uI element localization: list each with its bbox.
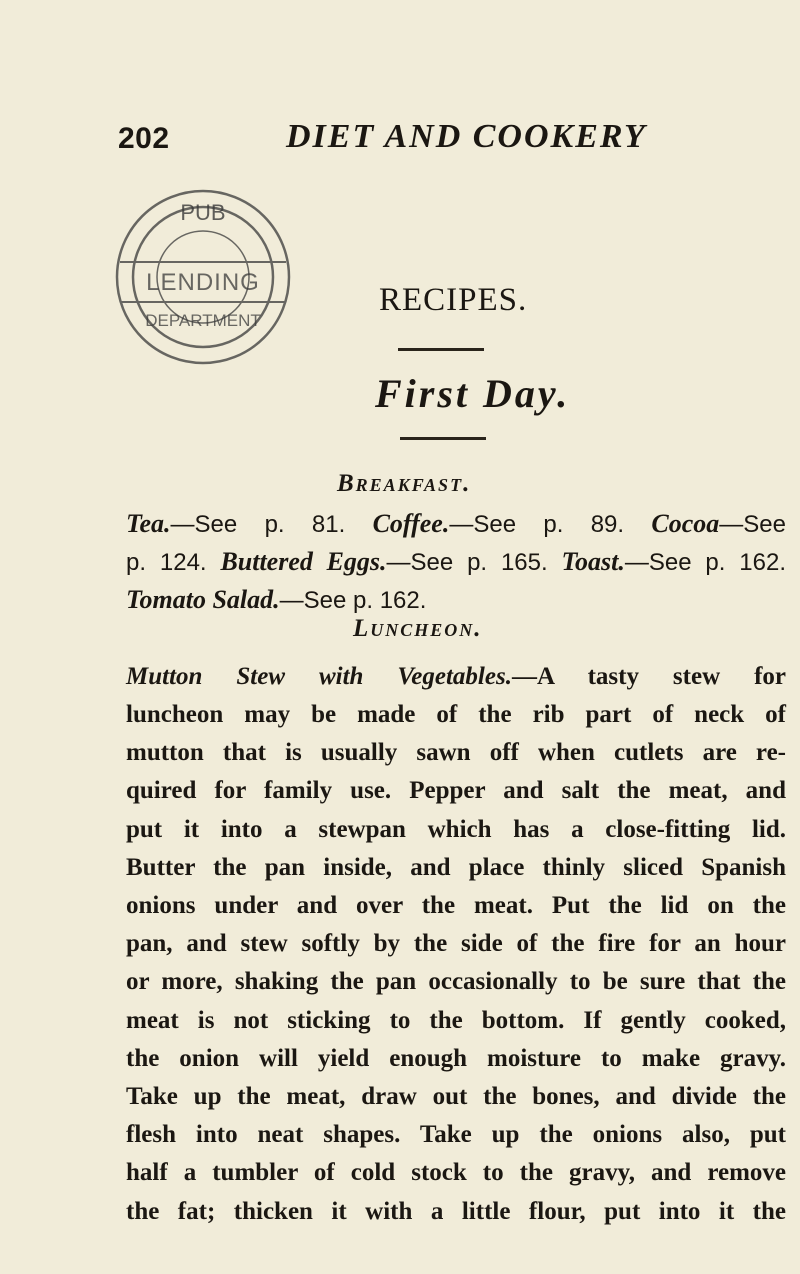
recipe-line: pan, and stew softly by the side of the fire for an hour — [126, 930, 786, 957]
breakfast-line — [126, 509, 786, 540]
stamp-middle-text: LENDING — [146, 269, 260, 296]
recipe-line: luncheon may be made of the rib part of neck of — [126, 701, 786, 728]
dish-name: Cocoa — [651, 509, 720, 538]
dish-name: Buttered Eggs. — [220, 547, 387, 576]
recipe-line: Butter the pan inside, and place thinly sliced Spanish — [126, 854, 786, 881]
recipe-line: meat is not sticking to the bottom. If gently cooked, — [126, 1007, 786, 1034]
recipe-line: put it into a stewpan which has a close-fitting lid. — [126, 816, 786, 843]
page-reference: p. 124. — [126, 549, 221, 576]
dish-name: Tea. — [126, 509, 171, 538]
recipe-first-line-text: —A tasty stew for — [511, 663, 786, 690]
section-title: RECIPES. — [379, 282, 528, 318]
recipe-line: half a tumbler of cold stock to the gravy, and remove — [126, 1159, 786, 1186]
recipe-line: onions under and over the meat. Put the lid on the — [126, 892, 786, 919]
recipe-line: mutton that is usually sawn off when cutlets are re- — [126, 739, 786, 766]
recipe-line: the fat; thicken it with a little flour, put into it the — [126, 1198, 786, 1225]
title-rule-lower — [400, 437, 486, 440]
page-reference: —See p. 162. — [624, 549, 786, 576]
breakfast-line — [126, 585, 786, 616]
recipe-line: flesh into neat shapes. Take up the onions also, put — [126, 1121, 786, 1148]
dish-name: Toast. — [561, 547, 625, 576]
recipe-line: the onion will yield enough moisture to make gravy. — [126, 1045, 786, 1072]
recipe-title: Mutton Stew with Vegetables. — [126, 663, 512, 690]
breakfast-heading: Breakfast. — [337, 470, 472, 497]
page-reference: —See p. 165. — [386, 549, 562, 576]
luncheon-heading: Luncheon. — [353, 615, 483, 642]
page-reference: —See p. 162. — [279, 587, 427, 614]
dish-name: Tomato Salad. — [126, 585, 280, 614]
library-stamp — [108, 184, 298, 370]
page-reference: —See p. 81. — [170, 511, 373, 538]
day-title: First Day. — [375, 371, 571, 416]
recipe-line: quired for family use. Pepper and salt the meat, and — [126, 777, 786, 804]
title-rule-upper — [398, 348, 484, 351]
recipe-line: Take up the meat, draw out the bones, and divide the — [126, 1083, 786, 1110]
page-reference: —See — [719, 511, 786, 538]
stamp-lower-text: DEPARTMENT — [145, 311, 261, 330]
running-head: DIET AND COOKERY — [286, 118, 647, 155]
page-number: 202 — [118, 122, 170, 155]
dish-name: Coffee. — [372, 509, 450, 538]
breakfast-line — [126, 547, 786, 578]
recipe-line: or more, shaking the pan occasionally to be sure that the — [126, 968, 786, 995]
recipe-first-line — [126, 662, 786, 692]
stamp-top-text: PUB — [180, 200, 226, 225]
page-reference: —See p. 89. — [449, 511, 652, 538]
